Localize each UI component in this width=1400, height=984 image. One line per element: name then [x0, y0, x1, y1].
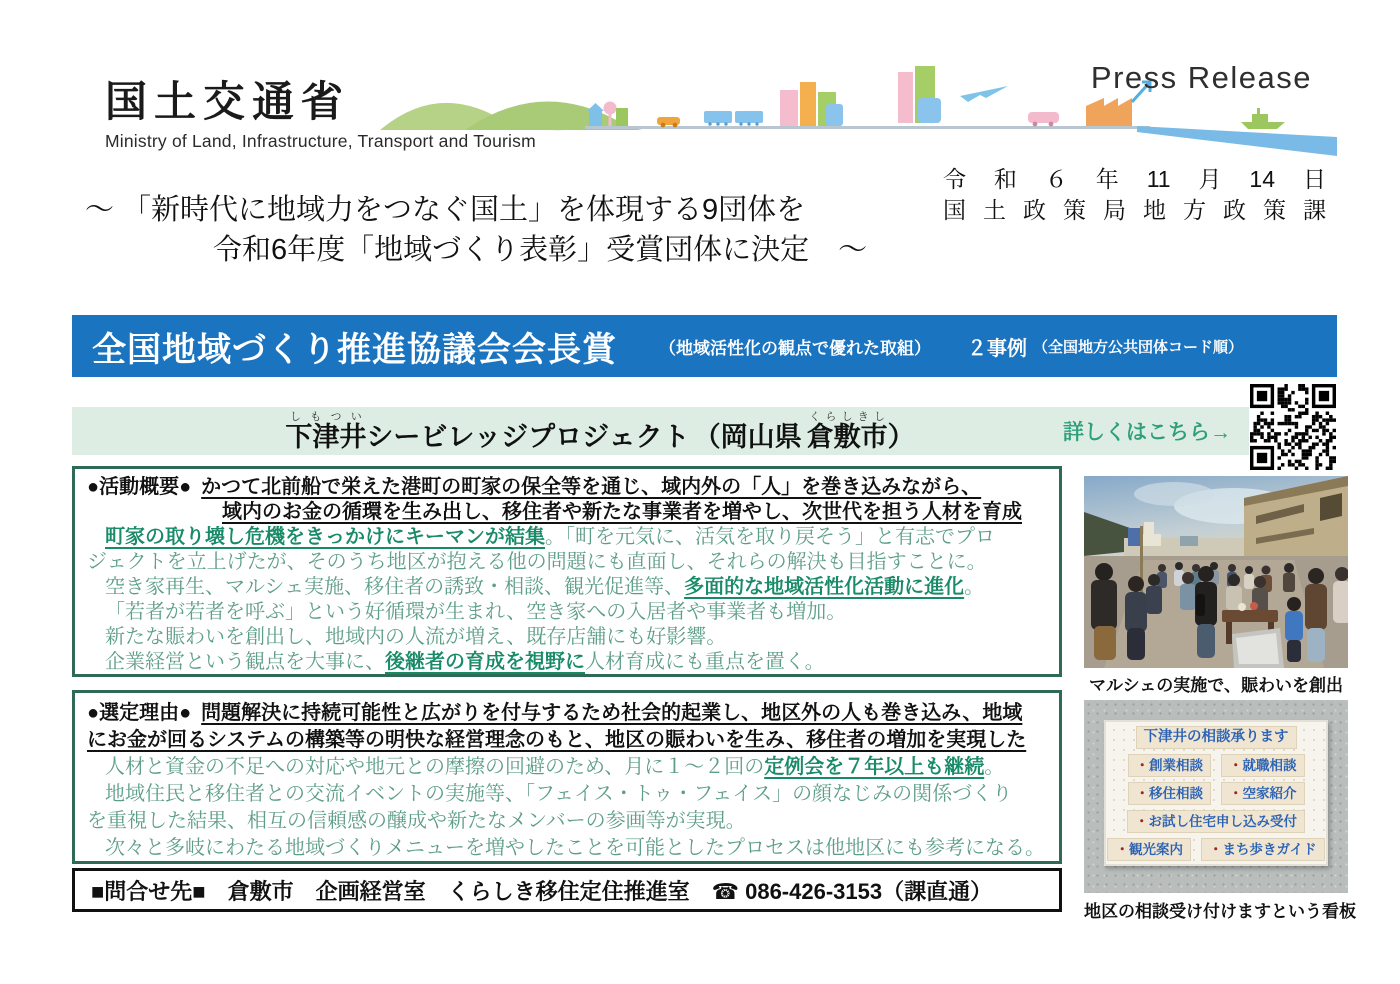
sign-item: ・まち歩きガイド — [1201, 838, 1325, 861]
furigana-kurashikishi: くらしきし — [806, 410, 888, 423]
sign-item: ・お試し住宅申し込み受付 — [1127, 810, 1305, 833]
sign-item: ・空家紹介 — [1221, 782, 1305, 805]
reason-body-line: 人材と資金の不足への対応や地元との摩擦の回避のため、月に１～２回の定例会を７年以上も継続。 — [105, 756, 1005, 778]
reason-label: ●選定理由● — [87, 702, 192, 724]
award-case-count: ２事例 — [967, 337, 1027, 360]
release-date: 令 和 ６ 年 11 月 14 日 — [943, 166, 1326, 192]
marche-photo-caption: マルシェの実施で、賑わいを創出 — [1089, 676, 1343, 695]
ministry-name-ja: 国土交通省 — [105, 78, 351, 125]
overview-body-line: 「若者が若者を呼ぶ」という好循環が生まれ、空き家への入居者や事業者も増加。 — [105, 601, 847, 623]
headline — [85, 190, 867, 270]
sign-item: ・就職相談 — [1221, 754, 1305, 777]
sign-item: ・観光案内 — [1107, 838, 1191, 861]
ministry-name-en: Ministry of Land, Infrastructure, Transport and Tourism — [105, 130, 536, 151]
marche-photo — [1084, 476, 1348, 668]
contact-text: ■問合せ先■ 倉敷市 企画経営室 くらしき移住定住推進室 ☎ 086-426-3153（課直通） — [91, 878, 993, 904]
headline-line2: 令和6年度「地域づくり表彰」受賞団体に決定 ～ — [213, 234, 868, 266]
sign-title: 下津井の相談承ります — [1136, 726, 1297, 749]
overview-headline: ●活動概要● かつて北前船で栄えた港町の町家の保全等を通じ、域内外の「人」を巻き込みながら、 域内のお金の循環を生み出し、移住者や新たな事業者を増やし、次世代を担う人材を育成 — [87, 476, 1022, 523]
signboard-photo-caption: 地区の相談受け付けますという看板 — [1084, 902, 1356, 921]
reason-headline: ●選定理由● 問題解決に持続可能性と広がりを付与するため社会的起業し、地区外の人も巻き込み、地域 にお金が回るシステムの構築等の明快な経営理念のもと、地区の賑わいを生み、移住者の増加を実現した — [87, 702, 1027, 751]
award-banner — [72, 315, 1337, 377]
reason-body-line: 次々と多岐にわたる地域づくりメニューを増やしたことを可能としたプロセスは他地区にも参考になる。 — [105, 837, 1045, 859]
date-block — [943, 164, 1326, 226]
contact-box — [72, 868, 1062, 912]
press-release-label: Press Release — [1090, 60, 1312, 95]
reason-body-line: 地域住民と移住者との交流イベントの実施等、「フェイス・トゥ・フェイス」の顔なじみの関係づくり — [105, 783, 1013, 805]
project-banner — [72, 407, 1249, 455]
selection-reason-box — [72, 690, 1062, 864]
sign-item: ・移住相談 — [1128, 782, 1212, 805]
overview-body-line: 空き家再生、マルシェ実施、移住者の誘致・相談、観光促進等、多面的な地域活性化活動に進化。 — [105, 576, 985, 598]
overview-label: ●活動概要● — [87, 476, 192, 498]
reason-body-line: を重視した結果、相互の信頼感の醸成や新たなメンバーの参画等が実現。 — [87, 810, 746, 832]
award-subtitle: （地域活性化の観点で優れた取組） — [659, 338, 931, 358]
details-link[interactable]: 詳しくはこちら→ — [1063, 421, 1231, 444]
overview-body-line: 町家の取り壊し危機をきっかけにキーマンが結集。「町を元気に、活気を取り戻そう」と有志でプロ — [105, 526, 995, 548]
overview-body-line: 企業経営という観点を大事に、後継者の育成を視野に人材育成にも重点を置く。 — [105, 651, 825, 673]
furigana-shimotsui: しもつい — [285, 410, 367, 423]
headline-line1: ～ 「新時代に地域力をつなぐ国土」を体現する9団体を — [85, 194, 806, 226]
activity-overview-box — [72, 466, 1062, 677]
project-title: 下津井しもつい シービレッジプロジェクト （岡山県 倉敷市くらしきし ） — [285, 410, 915, 452]
award-case-note: （全国地方公共団体コード順） — [1033, 338, 1244, 356]
qr-code — [1250, 384, 1336, 470]
sign-item: ・創業相談 — [1128, 754, 1212, 777]
signboard-photo — [1084, 700, 1348, 893]
award-title: 全国地域づくり推進協議会会長賞 — [92, 330, 617, 369]
overview-body-line: 新たな賑わいを創出し、地域内の人流が増え、既存店舗にも好影響。 — [105, 626, 727, 648]
overview-body-line: ジェクトを立上げたが、そのうち地区が抱える他の問題にも直面し、それらの解決も目指すことに。 — [87, 551, 987, 573]
consultation-signboard — [1104, 720, 1328, 866]
issuing-bureau: 国 土 政 策 局 地 方 政 策 課 — [943, 197, 1326, 223]
